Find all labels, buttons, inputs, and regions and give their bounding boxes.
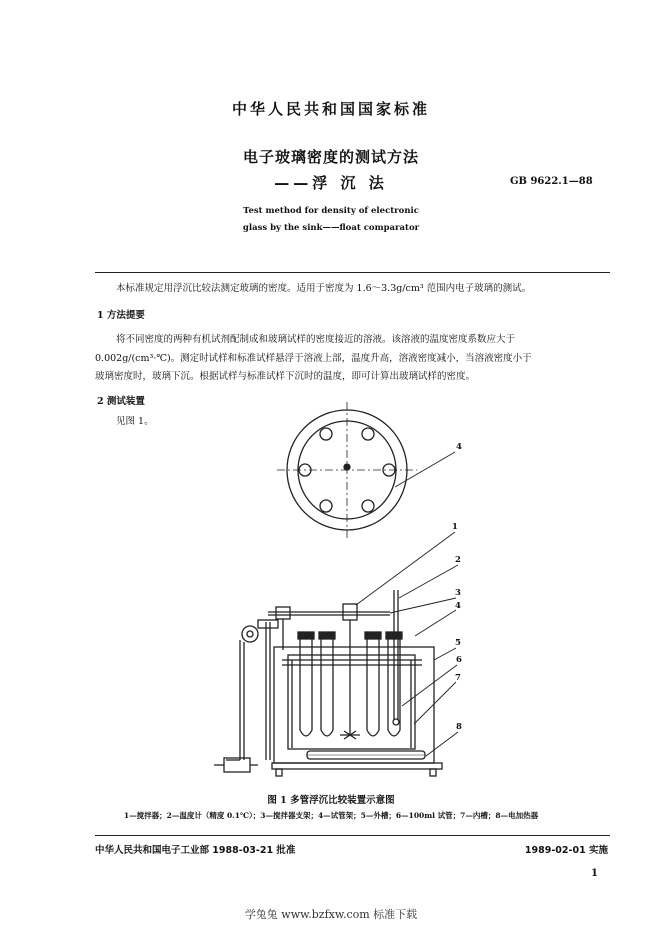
section-1-line-2: 0.002g/(cm³·℃)。测定时试样和标准试样悬浮于溶液上部，温度升高，溶液密度减小，当溶液密度小于 <box>95 353 532 364</box>
document-subtitle: ——浮 沉 法 <box>274 174 388 192</box>
callout-label-4: 4 <box>455 601 461 611</box>
implementation-date: 1989-02-01 实施 <box>524 845 608 856</box>
callout-label-1: 1 <box>452 522 458 532</box>
callout-label-2: 2 <box>455 555 461 565</box>
watermark-text: 学兔兔 www.bzfxw.com 标准下载 <box>244 908 418 921</box>
section-2-heading: 2 测试装置 <box>97 396 145 407</box>
english-title-line-2: glass by the sink——float comparator <box>242 223 420 233</box>
page-number: 1 <box>591 868 598 879</box>
document-title: 电子玻璃密度的测试方法 <box>242 148 419 166</box>
callout-label-7: 7 <box>455 673 461 683</box>
standard-number: GB 9622.1—88 <box>510 176 593 187</box>
english-title-line-1: Test method for density of electronic <box>243 206 419 216</box>
callout-label-6: 6 <box>456 655 462 665</box>
standard-title: 中华人民共和国国家标准 <box>231 100 430 118</box>
section-1-line-1: 将不同密度的两种有机试剂配制成和玻璃试样的密度接近的溶液。该溶液的温度密度系数应大于 <box>116 334 516 345</box>
callout-label-3: 3 <box>455 588 461 598</box>
section-2-text: 见图 1。 <box>116 416 154 427</box>
figure-caption: 图 1 多管浮沉比较装置示意图 <box>267 795 395 806</box>
top-view <box>277 402 455 538</box>
callout-label-5: 5 <box>455 638 461 648</box>
intro-paragraph: 本标准规定用浮沉比较法测定玻璃的密度。适用于密度为 1.6～3.3g/cm³ 范围内电子玻璃的测试。 <box>116 283 532 294</box>
approval-line: 中华人民共和国电子工业部 1988-03-21 批准 <box>95 845 296 856</box>
top-view-label-4: 4 <box>456 442 462 452</box>
section-1-heading: 1 方法提要 <box>97 310 145 321</box>
figure-legend: 1—搅拌器；2—温度计（精度 0.1℃）；3—搅拌器支架；4—试管架；5—外槽；6—100ml 试管；7—内槽；8—电加热器 <box>123 811 539 820</box>
section-1-line-3: 玻璃密度时，玻璃下沉。根据试样与标准试样下沉时的温度，即可计算出玻璃试样的密度。 <box>95 371 476 382</box>
callout-label-8: 8 <box>456 722 462 732</box>
side-view <box>214 532 458 776</box>
footer-divider <box>95 835 610 836</box>
